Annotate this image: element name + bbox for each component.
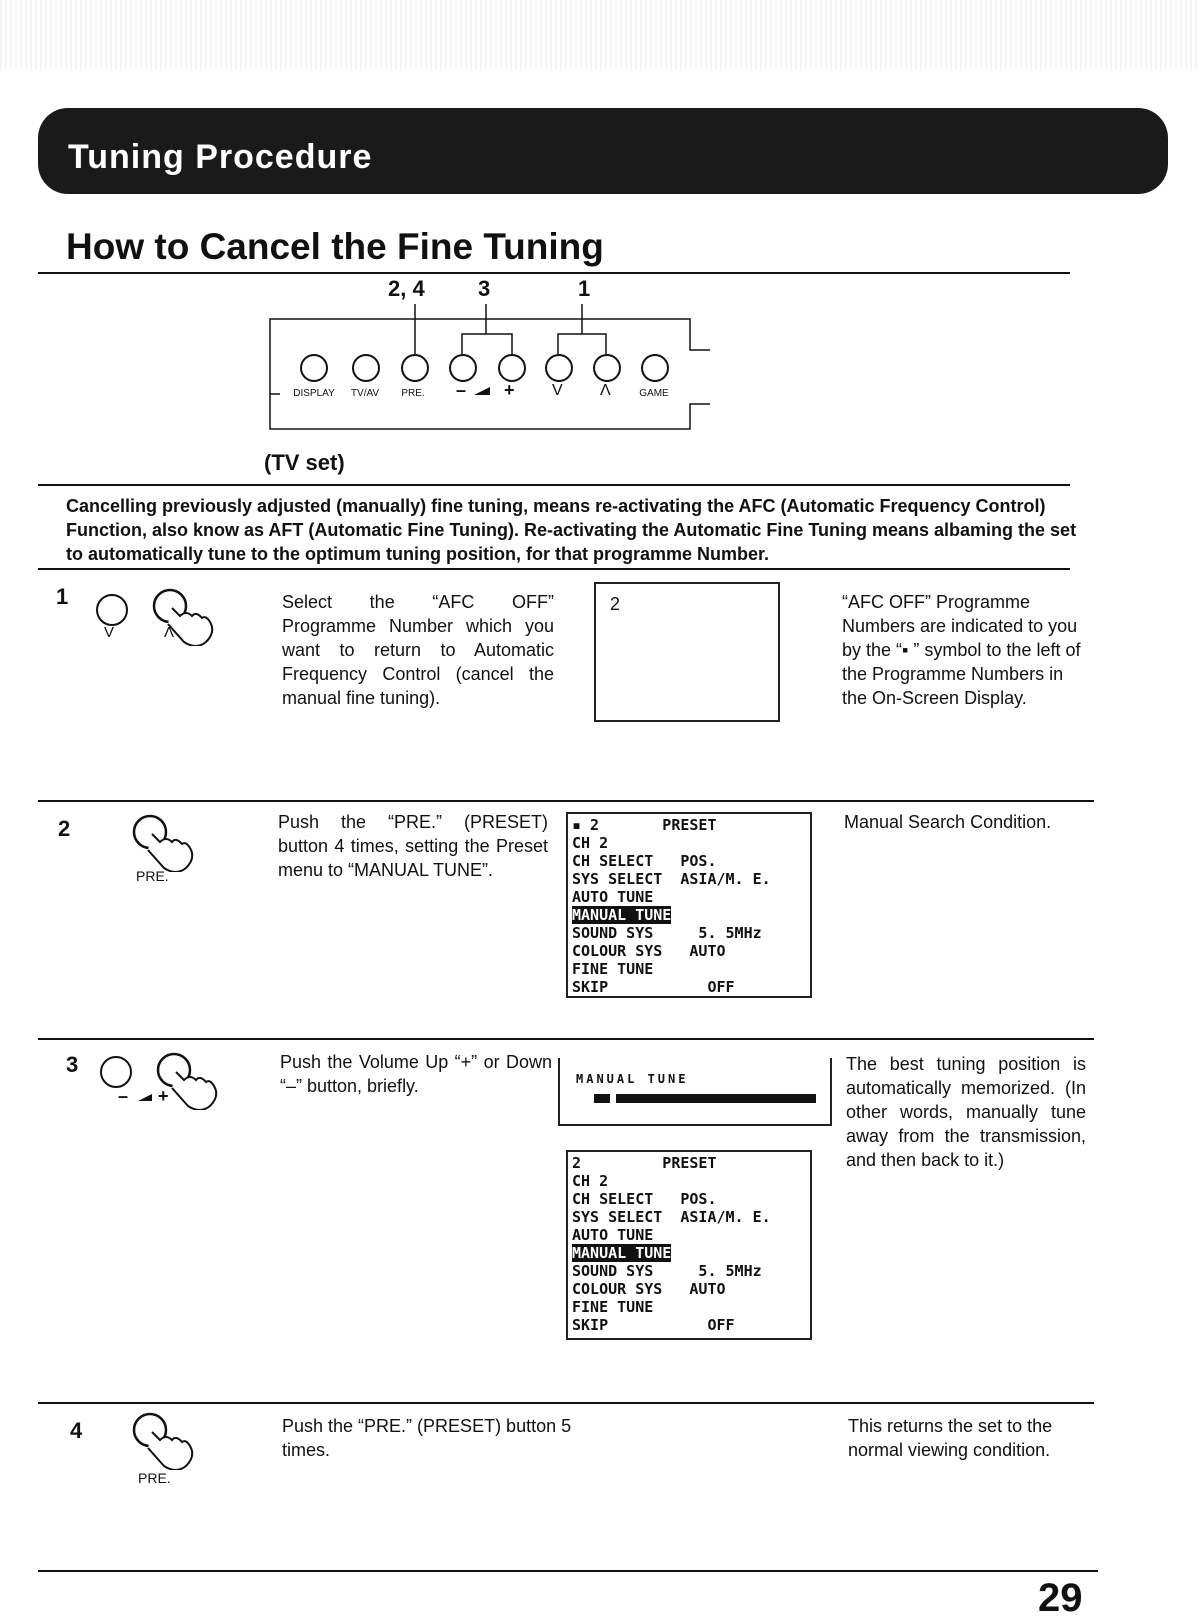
intro-bottom-rule — [38, 568, 1070, 570]
intro-top-rule — [38, 484, 1070, 486]
osd-line: 2 PRESET — [572, 1154, 717, 1172]
pre-label: PRE. — [401, 388, 425, 399]
step-3-plus: + — [158, 1086, 169, 1106]
display-button[interactable] — [300, 354, 328, 382]
ch-up-label: Λ — [600, 382, 611, 399]
tvav-label: TV/AV — [350, 388, 380, 399]
osd-selected-line: MANUAL TUNE — [572, 906, 672, 924]
diagram-caption: (TV set) — [264, 450, 345, 475]
manual-tune-bar-label: MANUAL TUNE — [576, 1072, 689, 1086]
step-2-rule — [38, 1038, 1094, 1040]
osd-line: FINE TUNE — [572, 960, 654, 978]
pressing-hand-icon — [150, 586, 230, 646]
volume-wedge-icon — [138, 1094, 152, 1102]
osd-line: CH 2 — [572, 1172, 609, 1190]
scan-noise — [0, 0, 1199, 70]
step-2-osd — [566, 812, 812, 998]
osd-line: AUTO TUNE — [572, 888, 654, 906]
step-4-number: 4 — [70, 1418, 83, 1443]
game-label: GAME — [639, 388, 669, 399]
osd-selected-line: MANUAL TUNE — [572, 1244, 672, 1262]
step-3-text: Push the Volume Up “+” or Down “–” button, briefly. — [280, 1052, 552, 1096]
ch-down-label: V — [552, 382, 563, 399]
page-number: 29 — [1038, 1576, 1083, 1620]
step-2-text: Push the “PRE.” (PRESET) button 4 times, setting the Preset menu to “MANUAL TUNE”. — [278, 812, 548, 880]
osd-line: SOUND SYS 5. 5MHz — [572, 1262, 762, 1280]
step-1-up-label: Λ — [164, 624, 175, 641]
step-3-number: 3 — [66, 1052, 79, 1077]
step-1-rule — [38, 800, 1094, 802]
step-2-number: 2 — [58, 816, 71, 841]
channel-up-button[interactable] — [593, 354, 621, 382]
step-4-note: This returns the set to the normal viewing condition. — [848, 1416, 1053, 1460]
osd-line: COLOUR SYS AUTO — [572, 942, 726, 960]
step-1-text: Select the “AFC OFF” Programme Number which you want to return to Automatic Frequency Control (cancel the manual fine tuning). — [282, 592, 554, 708]
minus-label: – — [456, 380, 467, 400]
callout-3: 3 — [478, 276, 491, 301]
pre-button[interactable] — [401, 354, 429, 382]
footer-rule — [38, 1570, 1098, 1572]
manual-tune-bar-screen — [558, 1058, 832, 1126]
volume-wedge-icon — [474, 386, 490, 396]
osd-line: COLOUR SYS AUTO — [572, 1280, 726, 1298]
section-header: Tuning Procedure — [68, 138, 373, 176]
step-2-note: Manual Search Condition. — [844, 812, 1052, 832]
pressing-hand-icon — [130, 1410, 210, 1470]
osd-line: SYS SELECT ASIA/M. E. — [572, 870, 771, 888]
intro-text: Cancelling previously adjusted (manually) fine tuning, means re-activating the AFC (Automatic Frequency Control) Function, also know as AFT (Automatic Fine Tuning). Re-activating the Automatic Fine Tuning means albaming the set to automatically tune to the optimum tuning position, for that programme Number. — [66, 496, 1077, 564]
step-3-minus: – — [118, 1086, 129, 1106]
callout-1: 1 — [578, 276, 591, 301]
osd-line: CH SELECT POS. — [572, 852, 717, 870]
callout-2-4: 2, 4 — [388, 276, 425, 301]
game-button[interactable] — [641, 354, 669, 382]
osd-line: SOUND SYS 5. 5MHz — [572, 924, 762, 942]
osd-line: ▪ 2 PRESET — [572, 816, 717, 834]
step-1-screen — [594, 582, 780, 722]
step-3-note: The best tuning position is automatically memorized. (In other words, manually tune away from the transmission, and then back to it.) — [846, 1054, 1086, 1170]
channel-down-button[interactable] — [545, 354, 573, 382]
step-3-osd — [566, 1150, 812, 1340]
pressing-hand-icon — [130, 812, 210, 872]
step-1-note: “AFC OFF” Programme Numbers are indicated to you by the “▪ ” symbol to the left of the Programme Numbers in the On-Screen Display. — [842, 592, 1081, 708]
volume-down-button[interactable] — [449, 354, 477, 382]
osd-line: SKIP OFF — [572, 1316, 735, 1334]
step-4-icon-label: PRE. — [138, 1470, 171, 1486]
step-1-down-label: V — [104, 624, 115, 641]
tune-marker — [594, 1094, 610, 1103]
title-rule — [38, 272, 1070, 274]
osd-line: CH 2 — [572, 834, 609, 852]
osd-line: SKIP OFF — [572, 978, 735, 996]
osd-line: AUTO TUNE — [572, 1226, 654, 1244]
tvav-button[interactable] — [352, 354, 380, 382]
channel-down-icon — [96, 594, 128, 626]
page-title: How to Cancel the Fine Tuning — [66, 226, 604, 267]
step-3-rule — [38, 1402, 1094, 1404]
plus-label: + — [504, 380, 515, 400]
step-1-number: 1 — [56, 584, 69, 609]
volume-up-button[interactable] — [498, 354, 526, 382]
tv-panel-diagram — [260, 276, 730, 456]
osd-line: FINE TUNE — [572, 1298, 654, 1316]
osd-line: CH SELECT POS. — [572, 1190, 717, 1208]
volume-down-icon — [100, 1056, 132, 1088]
osd-line: SYS SELECT ASIA/M. E. — [572, 1208, 771, 1226]
display-label: DISPLAY — [293, 388, 335, 399]
tune-bar — [616, 1094, 816, 1103]
step-4-text: Push the “PRE.” (PRESET) button 5 times. — [282, 1416, 572, 1460]
step-2-icon-label: PRE. — [136, 868, 169, 884]
step-1-screen-number: 2 — [610, 594, 621, 614]
